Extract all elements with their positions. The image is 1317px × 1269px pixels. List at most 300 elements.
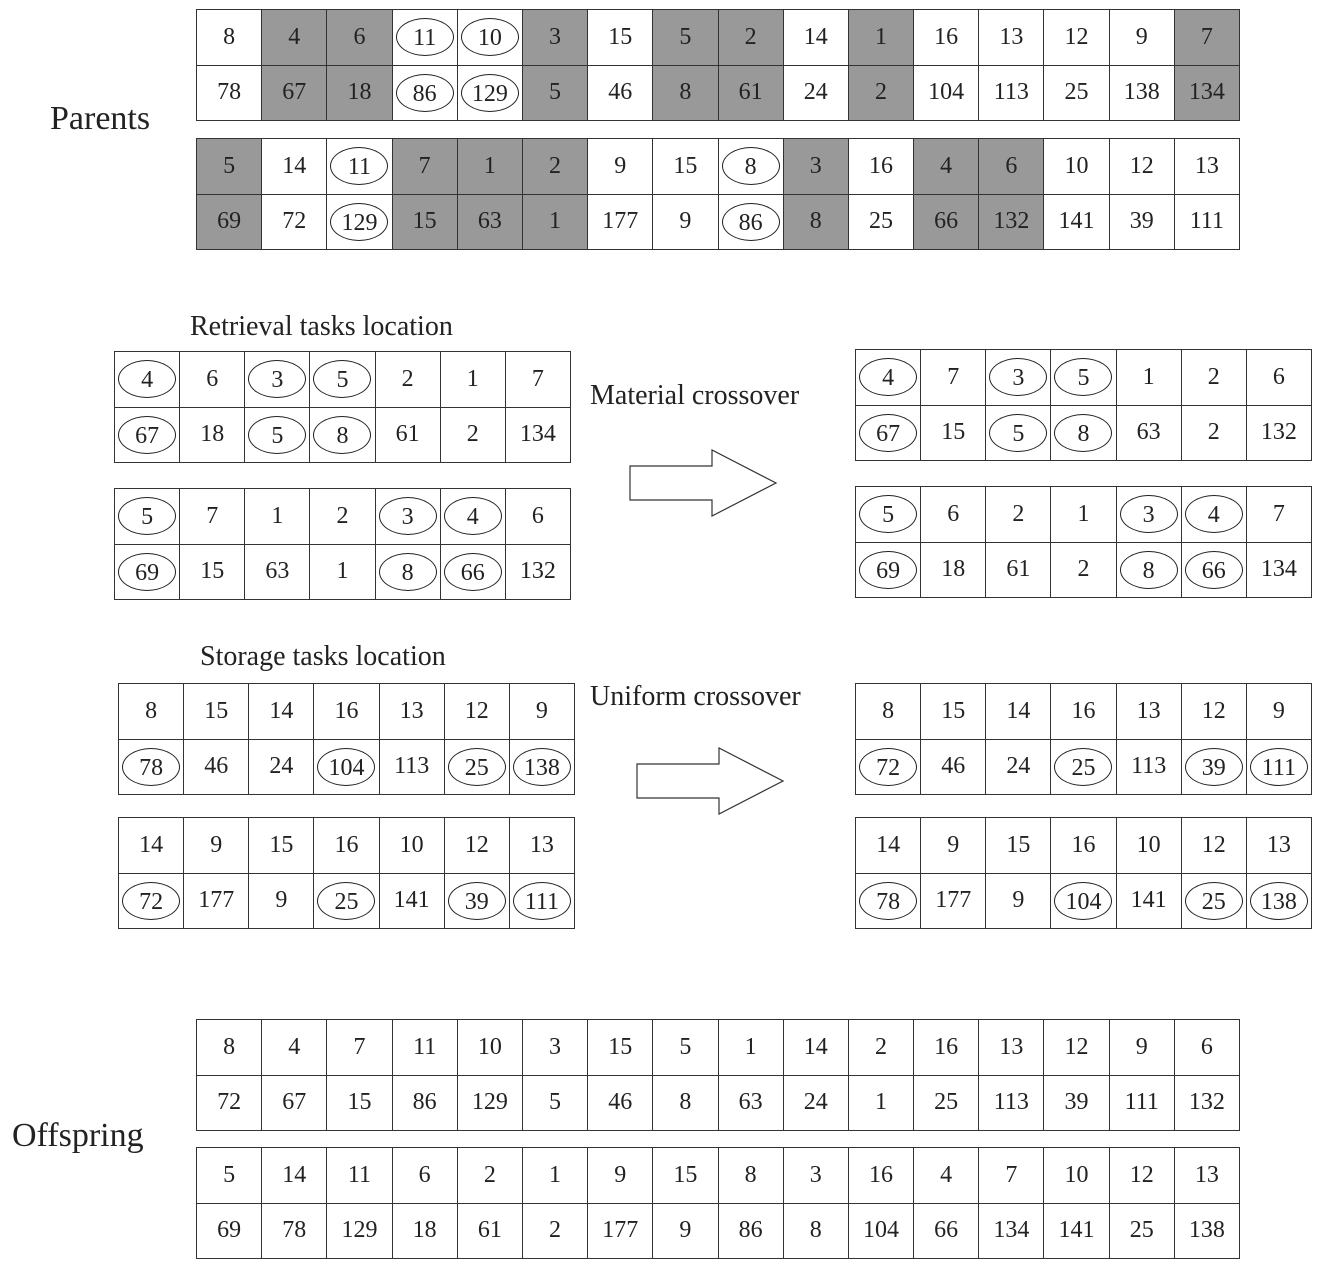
- gene-cell: [856, 487, 921, 543]
- gene-cell: 13: [979, 1020, 1044, 1076]
- gene-cell: 15: [921, 405, 986, 461]
- gene-cell: 15: [327, 1075, 392, 1131]
- highlight-oval: 69: [859, 551, 917, 589]
- gene-cell: 15: [653, 139, 718, 195]
- storage-table-1: [118, 683, 575, 795]
- gene-cell: 2: [457, 1148, 522, 1204]
- gene-cell: 2: [718, 10, 783, 66]
- gene-cell: 12: [1109, 139, 1174, 195]
- gene-cell: 24: [986, 739, 1051, 795]
- highlight-oval: 66: [1185, 551, 1243, 589]
- gene-cell: [375, 544, 440, 600]
- highlight-oval: 10: [461, 18, 519, 56]
- gene-cell: 1: [1051, 487, 1116, 543]
- gene-cell: 7: [979, 1148, 1044, 1204]
- gene-cell: [856, 739, 921, 795]
- gene-cell: 5: [522, 65, 587, 121]
- gene-cell: 16: [914, 1020, 979, 1076]
- gene-cell: [440, 489, 505, 545]
- gene-cell: 7: [921, 350, 986, 406]
- gene-cell: 7: [505, 352, 570, 408]
- gene-cell: 8: [783, 194, 848, 250]
- gene-cell: 13: [1246, 818, 1311, 874]
- material-table-1: [855, 349, 1312, 461]
- gene-cell: [1181, 873, 1246, 929]
- gene-cell: 111: [1174, 194, 1239, 250]
- gene-cell: 12: [1044, 1020, 1109, 1076]
- gene-cell: [245, 352, 310, 408]
- gene-cell: [1181, 739, 1246, 795]
- gene-cell: [1051, 739, 1116, 795]
- gene-cell: 134: [1246, 542, 1311, 598]
- table-row: [197, 1203, 1240, 1259]
- highlight-oval: 67: [118, 416, 176, 454]
- highlight-oval: 8: [722, 147, 780, 185]
- parents-label: Parents: [50, 100, 151, 137]
- gene-cell: 5: [197, 1148, 262, 1204]
- gene-cell: 141: [1044, 194, 1109, 250]
- gene-cell: 113: [1116, 739, 1181, 795]
- gene-cell: 1: [848, 1075, 913, 1131]
- highlight-oval: 39: [448, 882, 506, 920]
- highlight-oval: 25: [1054, 748, 1112, 786]
- gene-cell: 24: [783, 65, 848, 121]
- highlight-oval: 25: [1185, 882, 1243, 920]
- gene-cell: 7: [180, 489, 245, 545]
- gene-cell: 46: [921, 739, 986, 795]
- parent1-table: [196, 9, 1240, 121]
- gene-cell: 9: [653, 194, 718, 250]
- retrieval-table-1: [114, 351, 571, 463]
- gene-cell: 46: [588, 1075, 653, 1131]
- gene-cell: 46: [588, 65, 653, 121]
- gene-cell: 104: [848, 1203, 913, 1259]
- table-row: [115, 544, 571, 600]
- gene-cell: 9: [249, 873, 314, 929]
- gene-cell: 13: [979, 10, 1044, 66]
- gene-cell: 9: [509, 684, 574, 740]
- table-row: [115, 352, 571, 408]
- gene-cell: 24: [783, 1075, 848, 1131]
- gene-cell: 2: [375, 352, 440, 408]
- highlight-oval: 4: [1185, 495, 1243, 533]
- gene-cell: 8: [197, 1020, 262, 1076]
- highlight-oval: 25: [448, 748, 506, 786]
- gene-cell: 13: [1174, 139, 1239, 195]
- gene-cell: [986, 350, 1051, 406]
- highlight-oval: 78: [122, 748, 180, 786]
- storage-table-2: [118, 817, 575, 929]
- gene-cell: 14: [262, 139, 327, 195]
- gene-cell: 67: [262, 1075, 327, 1131]
- gene-cell: 9: [653, 1203, 718, 1259]
- highlight-oval: 11: [330, 147, 388, 185]
- gene-cell: 63: [718, 1075, 783, 1131]
- gene-cell: 1: [522, 194, 587, 250]
- table-row: [119, 818, 575, 874]
- gene-cell: 6: [505, 489, 570, 545]
- gene-cell: 6: [180, 352, 245, 408]
- gene-cell: 10: [1044, 139, 1109, 195]
- gene-cell: [115, 489, 180, 545]
- gene-cell: 8: [856, 684, 921, 740]
- gene-cell: 1: [440, 352, 505, 408]
- table-row: [119, 739, 575, 795]
- highlight-oval: 25: [317, 882, 375, 920]
- highlight-oval: 67: [859, 414, 917, 452]
- highlight-oval: 5: [859, 495, 917, 533]
- gene-cell: [856, 542, 921, 598]
- table-row: [197, 1075, 1240, 1131]
- highlight-oval: 129: [461, 74, 519, 112]
- gene-cell: [856, 405, 921, 461]
- gene-cell: 9: [1246, 684, 1311, 740]
- gene-cell: [457, 65, 522, 121]
- highlight-oval: 104: [317, 748, 375, 786]
- offspring2-table: [196, 1147, 1240, 1259]
- gene-cell: 10: [1044, 1148, 1109, 1204]
- gene-cell: 18: [327, 65, 392, 121]
- gene-cell: 6: [327, 10, 392, 66]
- gene-cell: 63: [245, 544, 310, 600]
- table-row: [197, 10, 1240, 66]
- highlight-oval: 5: [989, 414, 1047, 452]
- gene-cell: 2: [1181, 350, 1246, 406]
- gene-cell: 5: [522, 1075, 587, 1131]
- highlight-oval: 138: [513, 748, 571, 786]
- gene-cell: 7: [327, 1020, 392, 1076]
- gene-cell: 1: [1116, 350, 1181, 406]
- gene-cell: 15: [184, 684, 249, 740]
- gene-cell: [392, 10, 457, 66]
- gene-cell: 2: [522, 1203, 587, 1259]
- gene-cell: 78: [197, 65, 262, 121]
- gene-cell: [444, 873, 509, 929]
- table-row: [197, 194, 1240, 250]
- gene-cell: 15: [249, 818, 314, 874]
- gene-cell: 10: [1116, 818, 1181, 874]
- gene-cell: 61: [457, 1203, 522, 1259]
- gene-cell: 177: [588, 194, 653, 250]
- table-row: [856, 873, 1312, 929]
- gene-cell: 61: [375, 407, 440, 463]
- gene-cell: 63: [457, 194, 522, 250]
- gene-cell: 14: [262, 1148, 327, 1204]
- gene-cell: 8: [197, 10, 262, 66]
- gene-cell: 61: [986, 542, 1051, 598]
- offspring1-table: [196, 1019, 1240, 1131]
- gene-cell: [718, 194, 783, 250]
- gene-cell: 15: [921, 684, 986, 740]
- table-row: [856, 818, 1312, 874]
- gene-cell: 78: [262, 1203, 327, 1259]
- highlight-oval: 3: [248, 360, 306, 398]
- gene-cell: [115, 352, 180, 408]
- gene-cell: 9: [588, 1148, 653, 1204]
- gene-cell: 6: [921, 487, 986, 543]
- gene-cell: 177: [921, 873, 986, 929]
- highlight-oval: 3: [989, 358, 1047, 396]
- gene-cell: 13: [379, 684, 444, 740]
- uniform-crossover-arrow-icon: [635, 746, 787, 816]
- gene-cell: 24: [249, 739, 314, 795]
- gene-cell: 8: [653, 65, 718, 121]
- gene-cell: 13: [509, 818, 574, 874]
- gene-cell: 4: [262, 10, 327, 66]
- uniform-table-1: [855, 683, 1312, 795]
- gene-cell: 138: [1174, 1203, 1239, 1259]
- gene-cell: [327, 194, 392, 250]
- gene-cell: 16: [1051, 818, 1116, 874]
- gene-cell: 10: [457, 1020, 522, 1076]
- gene-cell: [1246, 873, 1311, 929]
- gene-cell: 9: [986, 873, 1051, 929]
- gene-cell: [314, 873, 379, 929]
- highlight-oval: 111: [513, 882, 571, 920]
- gene-cell: 141: [1116, 873, 1181, 929]
- gene-cell: 5: [653, 1020, 718, 1076]
- gene-cell: 12: [444, 684, 509, 740]
- gene-cell: 3: [783, 1148, 848, 1204]
- gene-cell: [856, 350, 921, 406]
- gene-cell: 2: [310, 489, 375, 545]
- gene-cell: 4: [262, 1020, 327, 1076]
- gene-cell: 15: [180, 544, 245, 600]
- gene-cell: 113: [379, 739, 444, 795]
- material-crossover-label: Material crossover: [590, 380, 800, 411]
- highlight-oval: 3: [1120, 495, 1178, 533]
- table-row: [197, 65, 1240, 121]
- highlight-oval: 86: [396, 74, 454, 112]
- table-row: [856, 684, 1312, 740]
- gene-cell: 4: [914, 1148, 979, 1204]
- highlight-oval: 4: [118, 360, 176, 398]
- gene-cell: [327, 139, 392, 195]
- highlight-oval: 72: [859, 748, 917, 786]
- gene-cell: 8: [718, 1148, 783, 1204]
- gene-cell: 132: [979, 194, 1044, 250]
- gene-cell: 63: [1116, 405, 1181, 461]
- gene-cell: 14: [783, 1020, 848, 1076]
- material-crossover-arrow-icon: [628, 448, 780, 518]
- gene-cell: [1181, 487, 1246, 543]
- gene-cell: 8: [119, 684, 184, 740]
- gene-cell: 2: [1181, 405, 1246, 461]
- gene-cell: [115, 407, 180, 463]
- gene-cell: [375, 489, 440, 545]
- gene-cell: [119, 739, 184, 795]
- gene-cell: [986, 405, 1051, 461]
- gene-cell: [1051, 350, 1116, 406]
- gene-cell: [310, 352, 375, 408]
- gene-cell: 7: [1246, 487, 1311, 543]
- gene-cell: [509, 873, 574, 929]
- gene-cell: 6: [392, 1148, 457, 1204]
- gene-cell: [1051, 873, 1116, 929]
- highlight-oval: 3: [379, 497, 437, 535]
- gene-cell: 7: [392, 139, 457, 195]
- gene-cell: 3: [783, 139, 848, 195]
- gene-cell: 1: [245, 489, 310, 545]
- gene-cell: 104: [914, 65, 979, 121]
- highlight-oval: 5: [248, 416, 306, 454]
- gene-cell: 15: [588, 10, 653, 66]
- gene-cell: 7: [1174, 10, 1239, 66]
- gene-cell: 12: [1109, 1148, 1174, 1204]
- gene-cell: 2: [1051, 542, 1116, 598]
- gene-cell: 4: [914, 139, 979, 195]
- gene-cell: 15: [653, 1148, 718, 1204]
- gene-cell: [718, 139, 783, 195]
- gene-cell: 6: [1174, 1020, 1239, 1076]
- gene-cell: [314, 739, 379, 795]
- highlight-oval: 72: [122, 882, 180, 920]
- gene-cell: 1: [522, 1148, 587, 1204]
- retrieval-label: Retrieval tasks location: [190, 311, 453, 342]
- material-table-2: [855, 486, 1312, 598]
- gene-cell: 67: [262, 65, 327, 121]
- gene-cell: 9: [921, 818, 986, 874]
- gene-cell: 141: [379, 873, 444, 929]
- highlight-oval: 86: [722, 203, 780, 241]
- gene-cell: 86: [392, 1075, 457, 1131]
- parent2-table: [196, 138, 1240, 250]
- gene-cell: 177: [184, 873, 249, 929]
- gene-cell: 86: [718, 1203, 783, 1259]
- highlight-oval: 5: [313, 360, 371, 398]
- highlight-oval: 8: [379, 553, 437, 591]
- table-row: [856, 350, 1312, 406]
- gene-cell: 9: [588, 139, 653, 195]
- highlight-oval: 5: [118, 497, 176, 535]
- offspring-label: Offspring: [12, 1117, 144, 1154]
- highlight-oval: 4: [859, 358, 917, 396]
- gene-cell: 72: [197, 1075, 262, 1131]
- gene-cell: 132: [505, 544, 570, 600]
- gene-cell: 16: [914, 10, 979, 66]
- table-row: [197, 139, 1240, 195]
- gene-cell: 134: [505, 407, 570, 463]
- highlight-oval: 11: [396, 18, 454, 56]
- table-row: [119, 873, 575, 929]
- highlight-oval: 104: [1054, 882, 1112, 920]
- highlight-oval: 138: [1250, 882, 1308, 920]
- gene-cell: [856, 873, 921, 929]
- gene-cell: 13: [1174, 1148, 1239, 1204]
- gene-cell: 1: [457, 139, 522, 195]
- gene-cell: 132: [1246, 405, 1311, 461]
- highlight-oval: 69: [118, 553, 176, 591]
- uniform-table-2: [855, 817, 1312, 929]
- retrieval-table-2: [114, 488, 571, 600]
- gene-cell: 134: [979, 1203, 1044, 1259]
- gene-cell: 39: [1109, 194, 1174, 250]
- gene-cell: [444, 739, 509, 795]
- gene-cell: 72: [262, 194, 327, 250]
- table-row: [856, 405, 1312, 461]
- gene-cell: 3: [522, 10, 587, 66]
- gene-cell: 16: [314, 818, 379, 874]
- gene-cell: 25: [848, 194, 913, 250]
- table-row: [115, 407, 571, 463]
- table-row: [119, 684, 575, 740]
- table-row: [856, 542, 1312, 598]
- gene-cell: 66: [914, 194, 979, 250]
- gene-cell: 46: [184, 739, 249, 795]
- highlight-oval: 111: [1250, 748, 1308, 786]
- gene-cell: 8: [653, 1075, 718, 1131]
- table-row: [197, 1020, 1240, 1076]
- table-row: [856, 487, 1312, 543]
- gene-cell: 14: [119, 818, 184, 874]
- gene-cell: [115, 544, 180, 600]
- gene-cell: 111: [1109, 1075, 1174, 1131]
- gene-cell: 2: [986, 487, 1051, 543]
- gene-cell: 113: [979, 1075, 1044, 1131]
- gene-cell: 134: [1174, 65, 1239, 121]
- gene-cell: 16: [314, 684, 379, 740]
- gene-cell: 15: [392, 194, 457, 250]
- gene-cell: 1: [848, 10, 913, 66]
- gene-cell: 6: [1246, 350, 1311, 406]
- gene-cell: 5: [197, 139, 262, 195]
- gene-cell: 9: [1109, 10, 1174, 66]
- gene-cell: [1116, 487, 1181, 543]
- gene-cell: 177: [588, 1203, 653, 1259]
- gene-cell: 2: [848, 1020, 913, 1076]
- gene-cell: 12: [1044, 10, 1109, 66]
- gene-cell: 2: [848, 65, 913, 121]
- gene-cell: 12: [444, 818, 509, 874]
- gene-cell: 18: [180, 407, 245, 463]
- gene-cell: 14: [856, 818, 921, 874]
- gene-cell: 113: [979, 65, 1044, 121]
- gene-cell: 11: [327, 1148, 392, 1204]
- highlight-oval: 8: [313, 416, 371, 454]
- storage-label: Storage tasks location: [200, 641, 446, 672]
- gene-cell: [1246, 739, 1311, 795]
- gene-cell: [1181, 542, 1246, 598]
- gene-cell: [457, 10, 522, 66]
- gene-cell: 5: [653, 10, 718, 66]
- gene-cell: 132: [1174, 1075, 1239, 1131]
- table-row: [197, 1148, 1240, 1204]
- gene-cell: 129: [457, 1075, 522, 1131]
- gene-cell: 66: [914, 1203, 979, 1259]
- gene-cell: 18: [392, 1203, 457, 1259]
- gene-cell: 2: [522, 139, 587, 195]
- gene-cell: 25: [1109, 1203, 1174, 1259]
- uniform-crossover-label: Uniform crossover: [590, 681, 801, 712]
- gene-cell: 16: [1051, 684, 1116, 740]
- gene-cell: 6: [979, 139, 1044, 195]
- gene-cell: 69: [197, 194, 262, 250]
- gene-cell: [245, 407, 310, 463]
- gene-cell: 1: [310, 544, 375, 600]
- gene-cell: 16: [848, 1148, 913, 1204]
- gene-cell: 69: [197, 1203, 262, 1259]
- gene-cell: [1051, 405, 1116, 461]
- table-row: [115, 489, 571, 545]
- gene-cell: 16: [848, 139, 913, 195]
- highlight-oval: 8: [1054, 414, 1112, 452]
- gene-cell: 14: [249, 684, 314, 740]
- gene-cell: 12: [1181, 684, 1246, 740]
- gene-cell: [440, 544, 505, 600]
- gene-cell: 12: [1181, 818, 1246, 874]
- gene-cell: 3: [522, 1020, 587, 1076]
- gene-cell: 13: [1116, 684, 1181, 740]
